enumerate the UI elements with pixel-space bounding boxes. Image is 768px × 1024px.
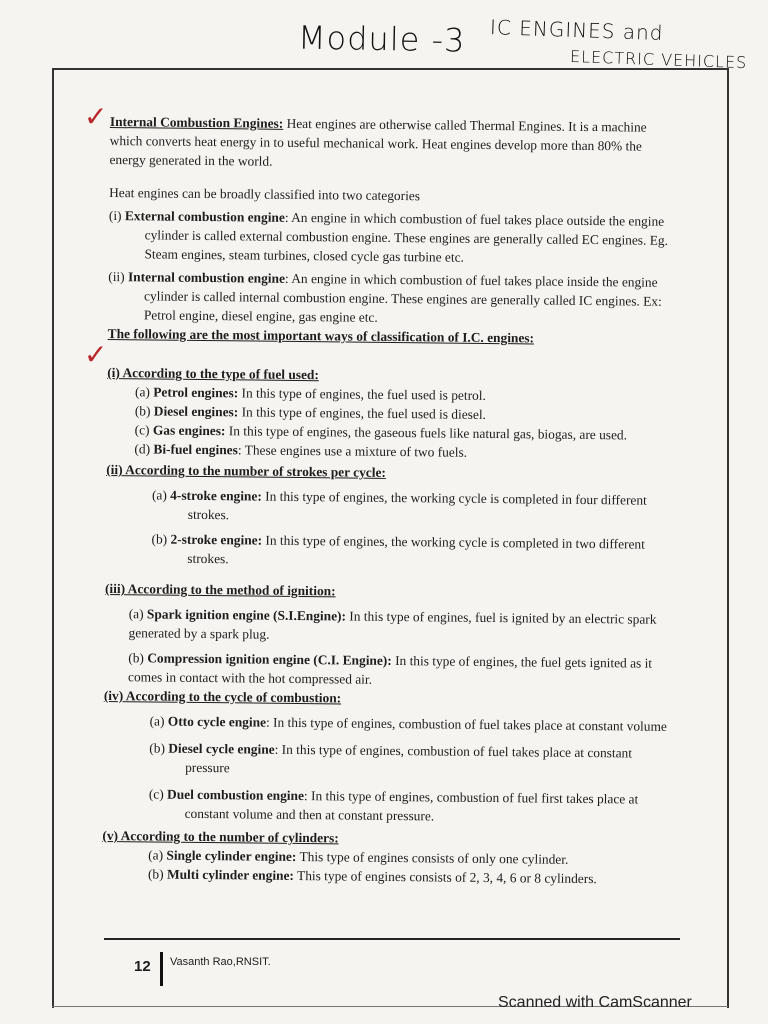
section-list [149, 711, 670, 827]
classification-heading: The following are the most important ways of classification of I.C. engines: [107, 325, 535, 346]
list-item [128, 648, 670, 692]
list-item [149, 784, 669, 827]
subject-title-line1: IC ENGINES and [489, 14, 664, 46]
section-heading: (i) According to the type of fuel used: [107, 364, 319, 383]
category-item [108, 206, 675, 269]
list-item [128, 604, 670, 648]
item-text: : In this type of engines, combustion of fuel first takes place at constant volume and then at constant pressure. [184, 788, 639, 824]
footer-separator [160, 952, 163, 986]
item-text: This type of engines consists of only one cylinder. [296, 848, 569, 867]
item-text: In this type of engines, the working cycle is completed in two different strokes. [187, 532, 645, 567]
item-number: (b) [128, 650, 148, 666]
item-number: (i) [108, 207, 125, 224]
item-text: : In this type of engines, combustion of fuel takes place at constant pressure [185, 741, 633, 776]
section-list [151, 485, 672, 572]
item-number: (b) [147, 866, 168, 882]
list-item [152, 485, 672, 528]
item-term: Petrol engines: [153, 384, 239, 401]
item-text: This type of engines consists of 2, 3, 4, 6 or 8 cylinders. [293, 867, 597, 887]
item-text: In this type of engines, fuel is ignited by an electric spark generated by a spark plug. [128, 608, 657, 642]
category-item [108, 267, 675, 330]
list-item [150, 711, 670, 735]
red-check-icon: ✓ [84, 338, 108, 371]
section-list [148, 845, 668, 888]
section-heading: (iv) According to the cycle of combustion: [103, 687, 342, 706]
item-text: In this type of engines, the working cycle is completed in four different strokes. [187, 488, 647, 523]
categories-intro: Heat engines can be broadly classified into two categories [109, 184, 421, 204]
item-number: (b) [151, 531, 171, 547]
item-text: In this type of engines, the fuel used is petrol. [238, 385, 486, 403]
item-term: Otto cycle engine [167, 713, 267, 730]
page-border-right [727, 68, 729, 1008]
section-list [134, 382, 673, 464]
item-number: (d) [134, 441, 154, 457]
subject-title-line2: ELECTRIC VEHICLES [569, 46, 748, 73]
intro-paragraph [109, 112, 676, 175]
document-body [102, 112, 676, 889]
page-border-top [52, 68, 728, 70]
page-border-left [52, 68, 54, 1008]
item-text: : These engines use a mixture of two fuels. [237, 442, 468, 460]
item-term: Gas engines: [152, 422, 226, 439]
item-term: 2-stroke engine: [170, 531, 263, 548]
item-text: In this type of engines, the fuel used is diesel. [238, 404, 487, 422]
item-number: (a) [128, 606, 148, 622]
item-number: (c) [148, 786, 168, 802]
item-number: (b) [149, 740, 169, 756]
section-heading: (ii) According to the number of strokes per cycle: [106, 461, 387, 480]
list-item [149, 738, 669, 781]
item-number: (a) [148, 847, 167, 863]
scanner-watermark: Scanned with CamScanner [498, 994, 692, 1011]
item-text: In this type of engines, the gaseous fuels like natural gas, biogas, are used. [225, 423, 628, 443]
item-text: In this type of engines, the fuel gets ignited as it comes in contact with the hot compressed air. [128, 652, 653, 687]
item-term: 4-stroke engine: [170, 487, 262, 504]
item-term: Compression ignition engine (C.I. Engine): [147, 650, 392, 668]
intro-heading: Internal Combustion Engines: [109, 113, 284, 131]
item-term: Single cylinder engine: [166, 847, 297, 864]
list-item [148, 864, 668, 888]
section-heading: (v) According to the number of cylinders: [102, 827, 339, 846]
item-text: : In this type of engines, combustion of fuel takes place at constant volume [265, 714, 667, 734]
item-term: Diesel cycle engine [168, 740, 275, 757]
footer-rule [104, 938, 680, 940]
item-term: Duel combustion engine [167, 786, 305, 804]
item-term: Bi-fuel engines [153, 441, 238, 458]
list-item [151, 529, 671, 572]
footer-author: Vasanth Rao,RNSIT. [170, 956, 271, 968]
item-number: (ii) [108, 268, 129, 285]
section-heading: (iii) According to the method of ignition: [104, 580, 336, 599]
module-title: Module -3 [297, 18, 466, 60]
item-term: External combustion engine [124, 208, 285, 225]
item-text: : An engine in which combustion of fuel takes place inside the engine cylinder is called internal combustion engine. These engines are generally called IC engines. Ex: Petrol engine, diesel engine, gas engine etc. [143, 270, 662, 325]
item-term: Spark ignition engine (S.I.Engine): [146, 606, 347, 624]
item-term: Diesel engines: [153, 403, 239, 420]
intro-text: Heat engines are otherwise called Thermal Engines. It is a machine which converts heat energy in to useful mechanical work. Heat engines develop more than 80% the energy generated in the world. [109, 115, 647, 169]
item-text: : An engine in which combustion of fuel takes place outside the engine cylinder is called external combustion engine. These engines are generally called EC engines. Eg. Steam engines, steam turbines, closed cycle gas turbine etc. [144, 209, 669, 265]
item-number: (a) [151, 487, 171, 503]
section-list [128, 604, 671, 692]
red-check-icon: ✓ [84, 100, 108, 133]
item-number: (a) [149, 713, 168, 729]
item-number: (c) [134, 422, 153, 438]
page-number: 12 [134, 958, 151, 975]
item-number: (a) [134, 384, 154, 400]
item-term: Internal combustion engine [127, 269, 286, 286]
item-number: (b) [134, 403, 154, 419]
item-term: Multi cylinder engine: [166, 866, 295, 883]
